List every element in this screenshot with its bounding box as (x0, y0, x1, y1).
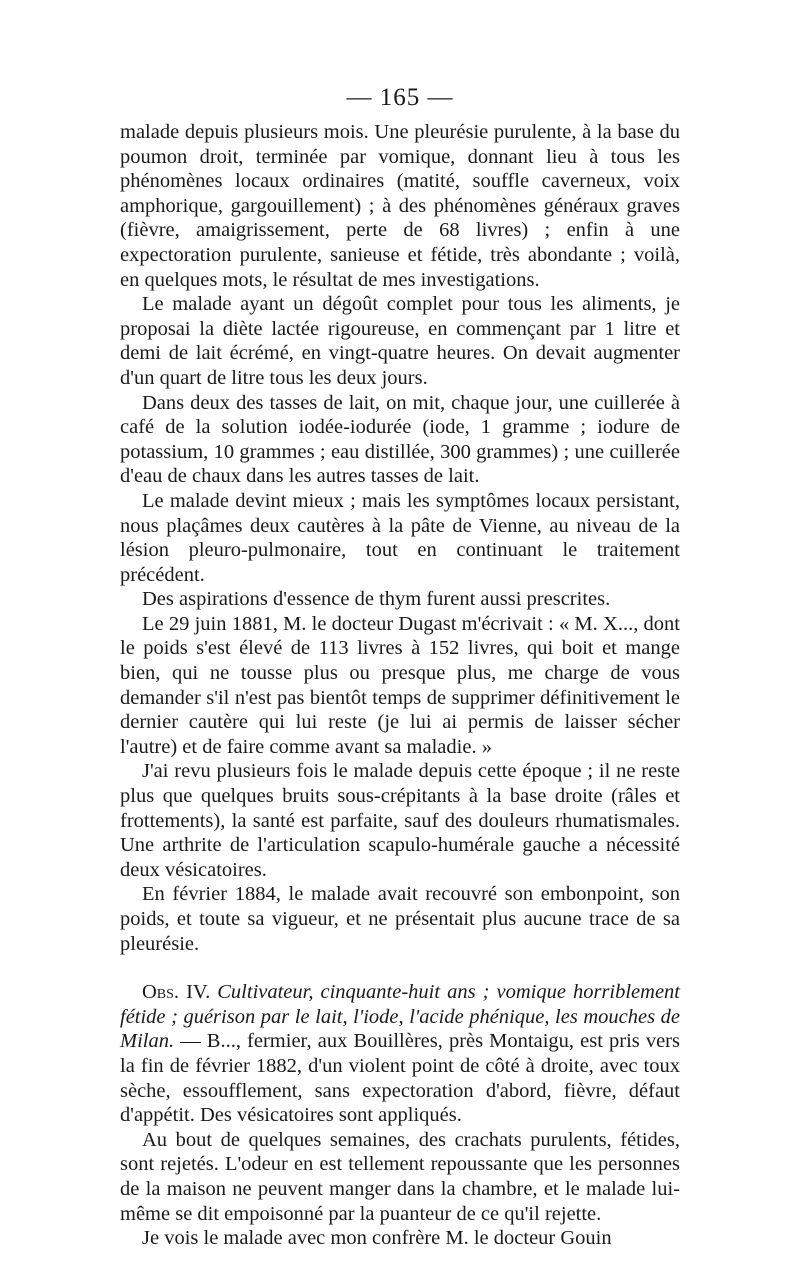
paragraph-cauteries: Le malade devint mieux ; mais les symptômes locaux persistant, nous plaçâmes deux cautères à la pâte de Vienne, au niveau de la lésion pleuro-pulmonaire, tout en continuant le traitement précédent. (120, 489, 680, 586)
observation-label: Obs. IV. (142, 981, 211, 1004)
paragraph-letter: Le 29 juin 1881, M. le docteur Dugast m'écrivait : « M. X..., dont le poids s'est élevé de 113 livres à 152 livres, qui boit et mange bien, qui ne tousse plus ou presque plus, me charge de vous demander s'il n'est pas bientôt temps de supprimer définitivement le dernier cautère qui lui reste (je lui ai permis de laisser sécher l'autre) et de faire comme avant sa maladie. » (120, 612, 680, 758)
book-page (120, 82, 680, 1251)
paragraph-sputum: Au bout de quelques semaines, des crachats purulents, fétides, sont rejetés. L'odeur en est tellement repoussante que les personnes de la maison ne peuvent manger dans la chambre, et le malade lui-même se dit empoisonné par la puanteur de ce qu'il rejette. (120, 1128, 680, 1225)
paragraph-recovery: En février 1884, le malade avait recouvré son embonpoint, son poids, et toute sa vigueur, et ne présentait plus aucune trace de sa pleurésie. (120, 883, 680, 955)
observation-title: Cultivateur, cinquante-huit ans ; vomique horriblement fétide ; guérison par le lait, l'iode, l'acide phénique, les mouches de Milan. (120, 981, 681, 1053)
observation-paragraph (120, 980, 680, 1128)
paragraph-continuation: malade depuis plusieurs mois. Une pleurésie purulente, à la base du poumon droit, terminée par vomique, donnant lieu à tous les phénomènes locaux ordinaires (matité, souffle caverneux, voix amphorique, gargouillement) ; à des phénomènes généraux graves (fièvre, amaigrissement, perte de 68 livres) ; enfin à une expectoration purulente, sanieuse et fétide, très abondante ; voilà, en quelques mots, le résultat de mes investigations. (120, 121, 680, 291)
paragraph-follow-up: J'ai revu plusieurs fois le malade depuis cette époque ; il ne reste plus que quelques bruits sous-crépitants à la base droite (râles et frottements), la santé est parfaite, sauf des douleurs rhumatismales. Une arthrite de l'articulation scapulo-humérale gauche a nécessité deux vésicatoires. (120, 760, 680, 881)
observation-text: — B..., fermier, aux Bouillères, près Montaigu, est pris vers la fin de février 1882, d'un violent point de côté à droite, avec toux sèche, essoufflement, sans expectoration d'abord, fièvre, défaut d'appétit. Des vésicatoires sont appliqués. (120, 1030, 680, 1127)
paragraph-iodine-solution: Dans deux des tasses de lait, on mit, chaque jour, une cuillerée à café de la solution iodée-iodurée (iode, 1 gramme ; iodure de potassium, 10 grammes ; eau distillée, 300 grammes) ; une cuillerée d'eau de chaux dans les autres tasses de lait. (120, 391, 680, 488)
paragraph-milk-diet: Le malade ayant un dégoût complet pour tous les aliments, je proposai la diète lactée rigoureuse, en commençant par 1 litre et demi de lait écrémé, en vingt-quatre heures. On devait augmenter d'un quart de litre tous les deux jours. (120, 293, 680, 389)
page-number: — 165 — (346, 84, 454, 111)
paragraph-visit: Je vois le malade avec mon confrère M. le docteur Gouin (142, 1227, 612, 1250)
section-gap (120, 956, 680, 980)
paragraph-thyme: Des aspirations d'essence de thym furent aussi prescrites. (142, 588, 611, 611)
